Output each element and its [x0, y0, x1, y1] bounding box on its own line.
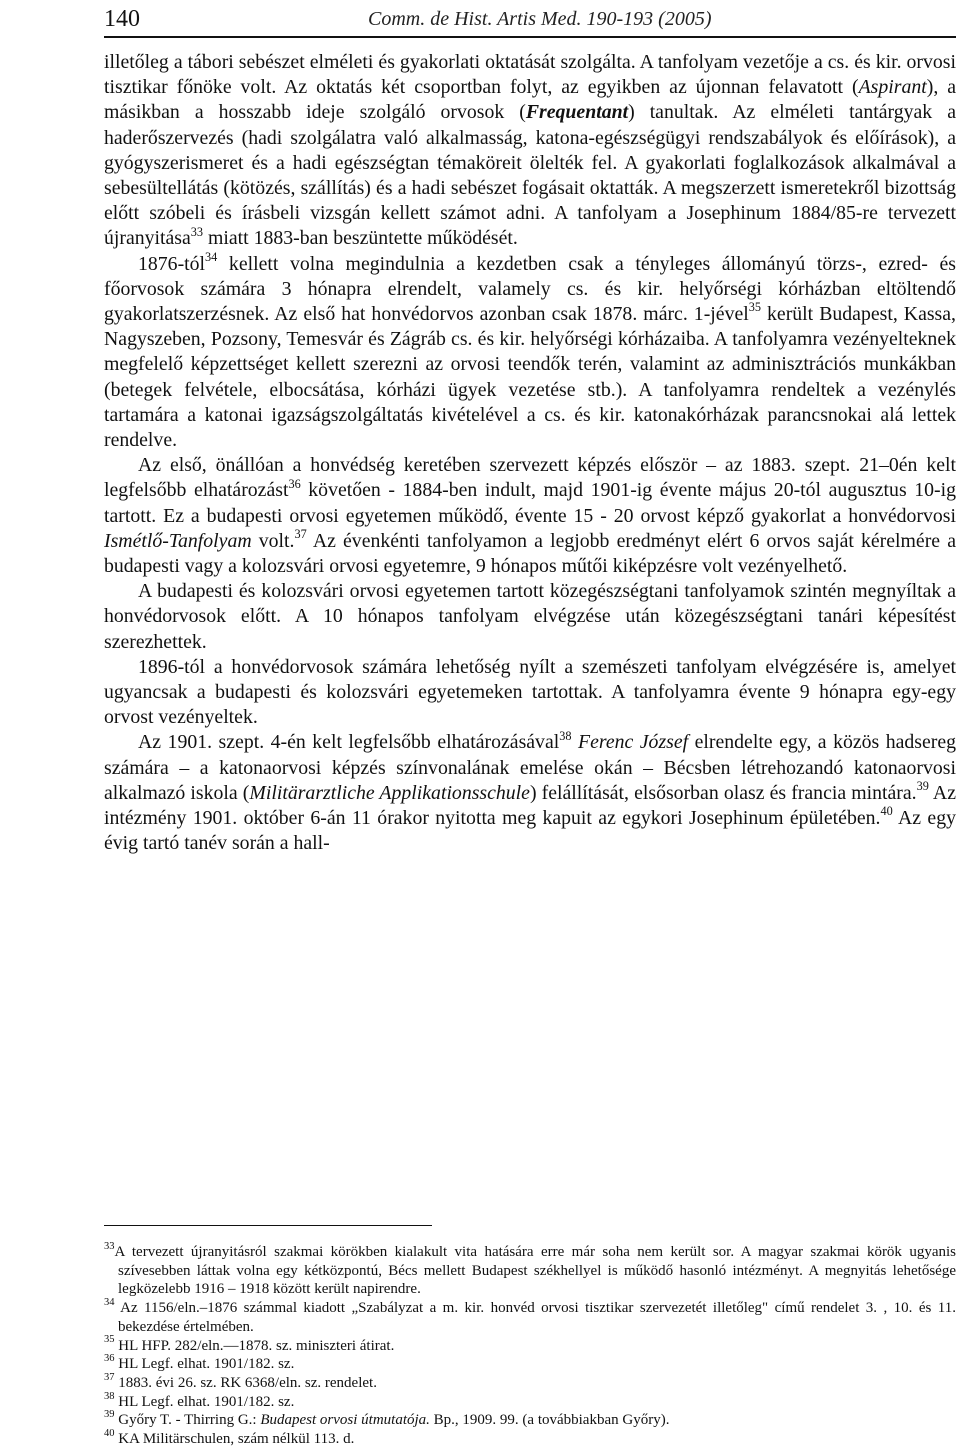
footnote-38: $^{38}$ HL Legf. elhat. 1901/182. sz. — [104, 1390, 295, 1410]
footnote-ref-40[interactable]: 40 — [880, 804, 893, 819]
paragraph-1: illetőleg a tábori sebészet elméleti és gyakorlati oktatását szolgálta. A tanfolyam vezetője a cs. és kir. orvosi tisztikar főnöke volt. Az oktatás két csoportban folyt, az egyikben az újonnan felavatott (Aspirant), a másikban a hosszabb ideje szolgáló orvosok (Frequentant) tanultak. Az elméleti tantárgyak a haderőszervezés (hadi szolgálatra való alkalmasság, katona-egészségügyi rendszabályok és előírások), a gyógyszerismeret és a hadi egészségtan témaköreit ölelték fel. A gyakorlati foglalkozások alkalmával a sebesültellátás (kötözés, szállítás) és a hadi sebészet fogásait oktatták. A megszerzett ismeretekről bizottság előtt szóbeli és írásbeli vizsgán kellett számot adni. A tanfolyam a Josephinum 1884/85-re tervezett újranyitása$^{33}$ miatt 1883-ban beszüntette működését. — [104, 51, 956, 250]
term-ismetlo-tanfolyam: Ismétlő-Tanfolyam — [104, 529, 252, 552]
term-ferenc-jozsef: Ferenc József — [578, 731, 689, 754]
footnote-ref-35[interactable]: 35 — [748, 300, 761, 315]
footnote-ref-38[interactable]: 38 — [559, 728, 572, 743]
footnote-ref-33[interactable]: 33 — [190, 224, 204, 239]
page-header — [104, 4, 954, 34]
citation-title: Budapest orvosi útmutatója. — [260, 1412, 430, 1429]
footnote-36: $^{36}$ HL Legf. elhat. 1901/182. sz. — [104, 1353, 295, 1373]
paragraph-5: 1896-tól a honvédorvosok számára lehetőség nyílt a szemészeti tanfolyam elvégzésére is, amelyet ugyancsak a budapesti és kolozsvári egyetemeken tartottak. A tanfolyamra évente 9 hónapra egy-egy orvost vezényeltek. — [104, 655, 956, 729]
term-frequentant: Frequentant — [525, 101, 629, 124]
paragraph-2: 1876-tól$^{34}$ kellett volna megindulnia a kezdetben csak a tényleges állományú törzs-, ezred- és főorvosok számára 3 hónapra elrendelt, valamely cs. és kir. helyőrségi kórházban eltöltendő gyakorlatszerzésnek. Az első hat honvédorvos azonban csak 1878. márc. 1-jével$^{35}$ került Budapest, Kassa, Nagyszeben, Pozsony, Temesvár és Zágráb cs. és kir. helyőrségi kórházaiba. A tanfolyamra vezényelteknek megfelelő képzettséget kellett szerezni az orvosi teendők terén, valamint az adminisztrációs munkákban (betegek felvétele, elbocsátása, kórházi ügyek vezetése stb.). A tanfolyamra rendeltek a vezénylés tartamára a katonai igazságszolgáltatás kivételével a cs. és kir. katonakórházak parancsnokai alá lettek rendelve. — [104, 249, 956, 452]
footnote-40: $^{40}$ KA Militärschulen, szám nélkül 113. d. — [104, 1427, 355, 1448]
footnote-ref-37[interactable]: 37 — [294, 527, 307, 542]
header-rule — [104, 36, 956, 38]
footnote-34: $^{34}$ Az 1156/eln.–1876 számmal kiadott „Szabályzat a m. kir. honvéd orvosi tisztikar szervezetét illetőleg" című rendelet 3. , 10. és 11. bekezdése értelmében. — [104, 1297, 956, 1335]
footnote-separator — [104, 1225, 432, 1226]
footnotes — [104, 1240, 956, 1449]
footnote-ref-36[interactable]: 36 — [288, 476, 301, 491]
paragraph-3: Az első, önállóan a honvédség keretében szervezett képzés először – az 1883. szept. 21–0én kelt legfelsőbb elhatározást$^{36}$ követően - 1884-ben indult, majd 1901-ig évente május 20-tól augusztus 10-ig tartott. Ez a budapesti orvosi egyetemen működő, évente 15 - 20 orvost képző gyakorlat a honvédorvosi Ismétlő-Tanfolyam volt.$^{37}$ Az évenkénti tanfolyamon a legjobb eredményt elért 6 orvos saját kérelmére a budapesti vagy a kolozsvári orvosi egyetemre, 9 hónapos műtői kiképzésre volt vezényelhető. — [104, 454, 956, 578]
term-aspirant: Aspirant — [858, 76, 927, 99]
body-text — [104, 50, 956, 857]
footnote-35: $^{35}$ HL HFP. 282/eln.—1878. sz. miniszteri átirat. — [104, 1334, 395, 1354]
paragraph-6: Az 1901. szept. 4-én kelt legfelsőbb elhatározásával$^{38}$ Ferenc József elrendelte egy, a közös hadsereg számára – a katonaorvosi képzés színvonalának emelése okán – Bécsben létrehozandó katonaorvosi alkalmazó iskola (Militärarztliche Applikationsschule) felállítását, elsősorban olasz és francia mintára.$^{39}$ Az intézmény 1901. október 6-án 11 órakor nyitotta meg kapuit az egykori Josephinum épületében.$^{40}$ Az egy évig tartó tanév során a hall- — [104, 728, 957, 855]
paragraph-4: A budapesti és kolozsvári orvosi egyetemen tartott közegészségtani tanfolyamok szintén megnyíltak a honvédorvosok előtt. A 10 hónapos tanfolyam elvégzése után közegészségtani tanári képesítést szerezhettek. — [104, 580, 956, 653]
footnote-33: $^{33}$A tervezett újranyitásról szakmai körökben kialakult vita hatására erre már soha nem került sor. A magyar szakmai körök ugyanis szívesebben láttak volna egy kétközpontú, Bécs mellett Budapest székhellyel is működő hasonló intézményt. A megnyitás lehetősége legközelebb 1916 – 1918 között került napirendre. — [104, 1240, 956, 1298]
term-militararztliche: Militärarztliche Applikationsschule — [249, 781, 530, 804]
running-head: Comm. de Hist. Artis Med. 190-193 (2005) — [368, 8, 712, 30]
footnote-39: $^{39}$ Győry T. - Thirring G.: Budapest orvosi útmutatója. Bp., 1909. 99. (a továbbiakban Győry). — [104, 1409, 670, 1429]
footnote-37: $^{37}$ 1883. évi 26. sz. RK 6368/eln. sz. rendelet. — [104, 1371, 377, 1391]
page-number: 140 — [104, 6, 140, 32]
footnote-ref-34[interactable]: 34 — [205, 249, 218, 264]
footnote-ref-39[interactable]: 39 — [916, 779, 929, 794]
